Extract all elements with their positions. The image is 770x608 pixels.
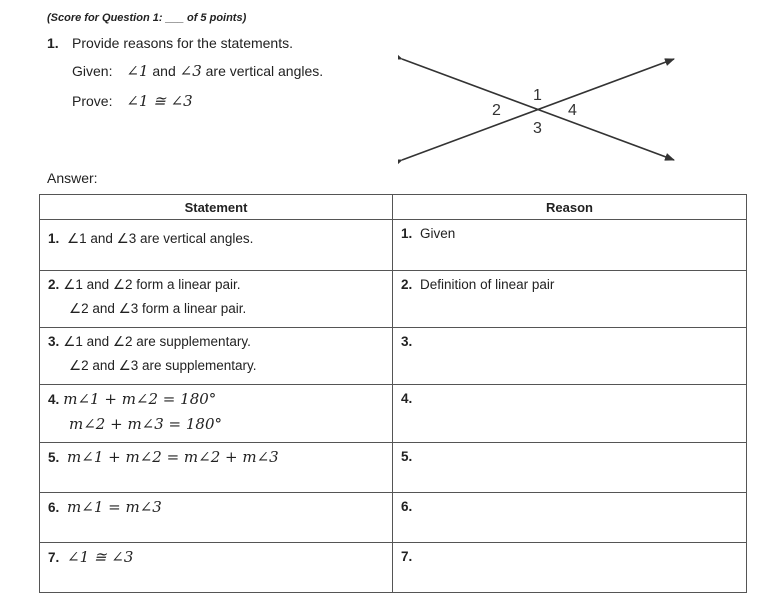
reason-cell[interactable] [393, 493, 747, 543]
table-row [40, 493, 747, 543]
statement-cell [40, 443, 393, 493]
reason-text: Definition of linear pair [420, 277, 555, 292]
statement-number: 3. [48, 334, 60, 349]
statement-text: ∠1 and ∠2 are supplementary. [63, 334, 251, 349]
statement-header: Statement [40, 195, 393, 220]
reason-cell[interactable] [393, 328, 747, 385]
statement-number: 6. [48, 500, 60, 515]
reason-cell[interactable] [393, 220, 747, 271]
angle-label-1: 1 [533, 87, 542, 104]
given-angle-a: ∠1 [126, 62, 149, 80]
reason-cell[interactable] [393, 385, 747, 443]
reason-number: 6. [401, 499, 413, 514]
table-row [40, 385, 747, 443]
table-row [40, 220, 747, 271]
statement-cell [40, 543, 393, 593]
statement-text: ∠1 ≅ ∠3 [67, 548, 134, 566]
reason-number: 1. [401, 226, 413, 241]
statement-text: ∠2 and ∠3 form a linear pair. [69, 301, 247, 316]
statement-cell [40, 328, 393, 385]
statement-text: ∠1 and ∠3 are vertical angles. [67, 231, 254, 246]
given-label: Given: [72, 63, 113, 79]
reason-cell[interactable] [393, 271, 747, 328]
reason-text: Given [420, 226, 456, 241]
reason-cell[interactable] [393, 543, 747, 593]
angle-label-4: 4 [568, 102, 577, 119]
table-row [40, 271, 747, 328]
reason-number: 7. [401, 549, 413, 564]
reason-number: 5. [401, 449, 413, 464]
reason-number: 2. [401, 277, 413, 292]
reason-cell[interactable] [393, 443, 747, 493]
statement-cell [40, 271, 393, 328]
statement-text: m∠2 + m∠3 = 180° [69, 415, 223, 433]
prove-statement: ∠1 ≅ ∠3 [126, 92, 193, 110]
given-line [72, 62, 323, 80]
reason-number: 4. [401, 391, 413, 406]
table-row [40, 543, 747, 593]
statement-number: 2. [48, 277, 60, 292]
statement-number: 7. [48, 550, 60, 565]
given-tail: are vertical angles. [205, 63, 324, 79]
statement-text: m∠1 + m∠2 = m∠2 + m∠3 [67, 448, 279, 466]
statement-text: ∠1 and ∠2 form a linear pair. [63, 277, 241, 292]
reason-header: Reason [393, 195, 747, 220]
statement-cell [40, 493, 393, 543]
vertical-angles-diagram [398, 52, 688, 172]
angle-label-3: 3 [533, 120, 542, 137]
angle-label-2: 2 [492, 102, 501, 119]
question-text: Provide reasons for the statements. [72, 35, 293, 51]
statement-text: ∠2 and ∠3 are supplementary. [69, 358, 257, 373]
prove-line [72, 92, 193, 110]
table-row [40, 328, 747, 385]
statement-number: 1. [48, 231, 60, 246]
statement-text: m∠1 = m∠3 [67, 498, 162, 516]
reason-number: 3. [401, 334, 413, 349]
given-and: and [152, 63, 176, 79]
answer-label: Answer: [47, 170, 98, 186]
table-row [40, 443, 747, 493]
statement-cell [40, 385, 393, 443]
question-number: 1. [47, 35, 59, 51]
table-header-row [40, 195, 747, 220]
statement-number: 5. [48, 450, 60, 465]
given-angle-b: ∠3 [179, 62, 202, 80]
proof-table [39, 194, 747, 593]
score-line: (Score for Question 1: ___ of 5 points) [47, 12, 247, 24]
statement-cell [40, 220, 393, 271]
statement-number: 4. [48, 392, 60, 407]
prove-label: Prove: [72, 93, 113, 109]
statement-text: m∠1 + m∠2 = 180° [63, 390, 217, 408]
